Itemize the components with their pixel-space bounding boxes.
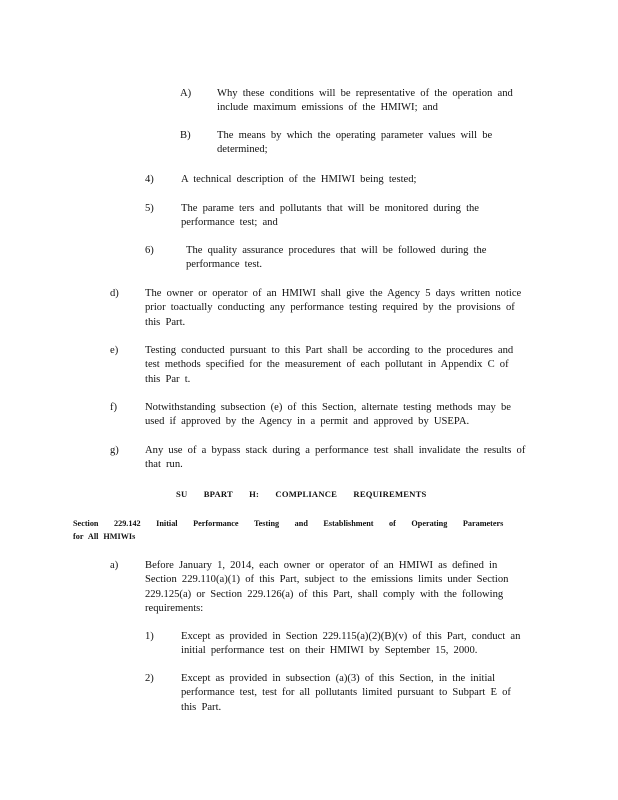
item-text: Why these conditions will be representative of the operation and include maximum emissions of the HMIWI; and xyxy=(217,88,513,114)
item-label: 4) xyxy=(145,174,154,185)
item-label: B) xyxy=(180,130,191,141)
item-text: Except as provided in subsection (a)(3) of this Section, in the initial performance test, test for all pollutants limited pursuant to Subpart E of this Part. xyxy=(181,673,511,713)
item-text: Notwithstanding subsection (e) of this Section, alternate testing methods may be used if approved by the Agency in a permit and approved by USEPA. xyxy=(145,402,511,428)
item-text: The owner or operator of an HMIWI shall give the Agency 5 days written notice prior toactually conducting any performance testing required by the provisions of this Part. xyxy=(145,288,522,328)
item-label: f) xyxy=(110,402,118,413)
item-label: 1) xyxy=(145,631,154,642)
item-text: The quality assurance procedures that will be followed during the performance test. xyxy=(186,245,487,271)
item-label: a) xyxy=(110,560,119,571)
subpart-heading: SU BPART H: COMPLIANCE REQUIREMENTS xyxy=(176,489,427,499)
item-label: 2) xyxy=(145,673,154,684)
item-label: g) xyxy=(110,445,119,456)
item-label: e) xyxy=(110,345,119,356)
item-text: Except as provided in Section 229.115(a)(2)(B)(v) of this Part, conduct an initial performance test on their HMIWI by September 15, 2000. xyxy=(181,631,521,657)
item-text: Before January 1, 2014, each owner or operator of an HMIWI as defined in Section 229.110(a)(1) of this Part, subject to the emissions limits under Section 229.125(a) or Section 229.126(a) of this Part, shall comply with the following requirements: xyxy=(145,560,509,615)
item-label: 6) xyxy=(145,245,154,256)
item-text: A technical description of the HMIWI being tested; xyxy=(181,174,417,185)
item-label: 5) xyxy=(145,203,154,214)
section-title: Section 229.142 Initial Performance Testing and Establishment of Operating Parameters for All HMIWIs xyxy=(73,519,504,541)
item-label: d) xyxy=(110,288,119,299)
item-text: Testing conducted pursuant to this Part shall be according to the procedures and test methods specified for the measurement of each pollutant in Appendix C of this Par t. xyxy=(145,345,514,385)
item-text: The means by which the operating parameter values will be determined; xyxy=(217,130,493,156)
item-text: Any use of a bypass stack during a performance test shall invalidate the results of that run. xyxy=(145,445,526,471)
item-label: A) xyxy=(180,88,192,99)
item-text: The parame ters and pollutants that will be monitored during the performance test; and xyxy=(181,203,480,229)
